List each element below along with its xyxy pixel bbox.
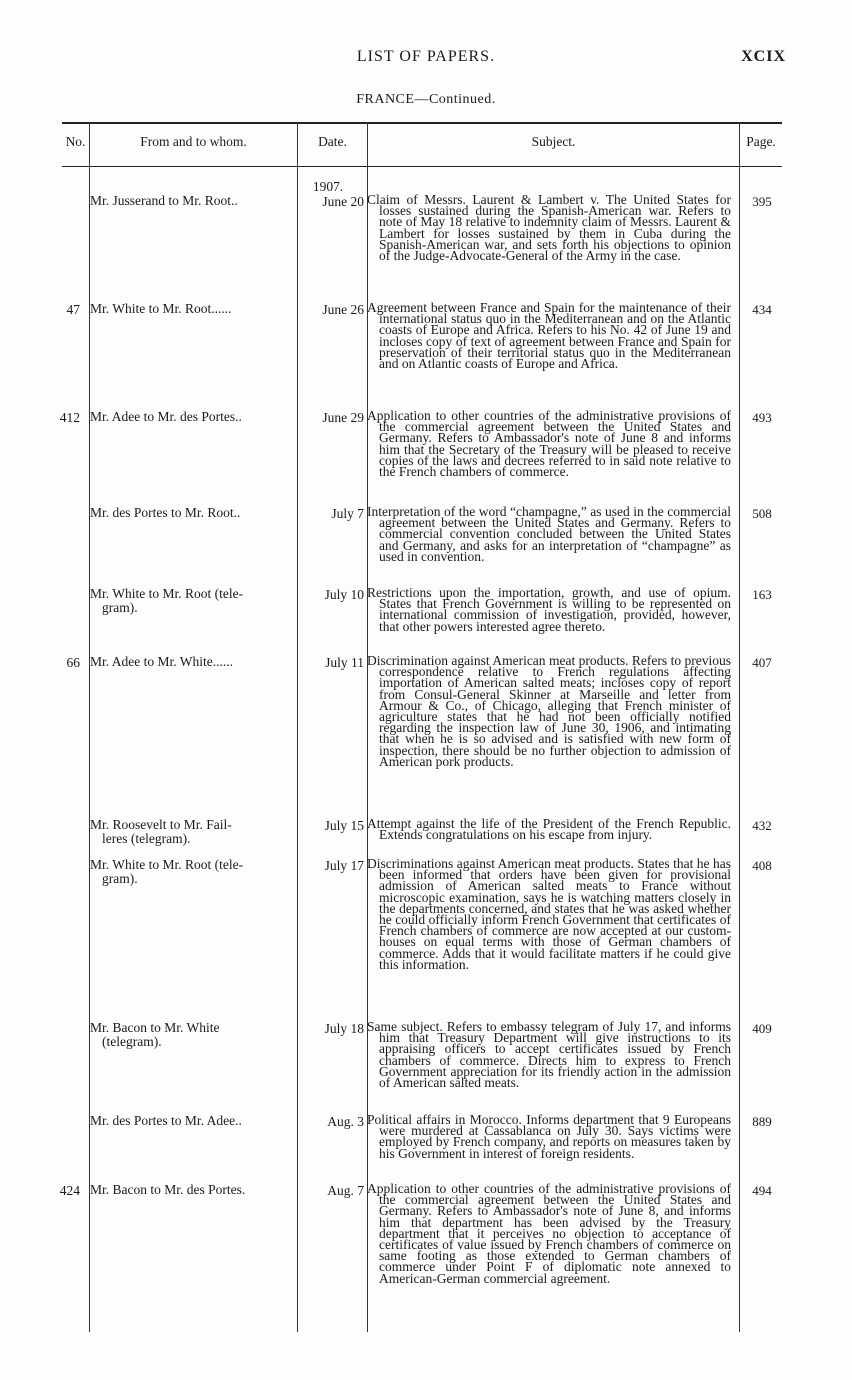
entry-date: Aug. 3 <box>327 1114 364 1129</box>
entry-date: July 15 <box>324 818 364 833</box>
entry-number: 47 <box>66 302 80 317</box>
entry-from <box>90 410 298 424</box>
entry-from <box>90 1114 298 1128</box>
entry-from-cont: (telegram). <box>102 1034 162 1050</box>
column-header-subject: Subject. <box>531 134 576 149</box>
entry-from <box>90 655 298 669</box>
entry-from-line: Mr. Jusserand to Mr. Root.. <box>90 193 238 208</box>
entry-from <box>90 858 298 887</box>
entry-date: July 18 <box>324 1021 364 1036</box>
entry-date: June 20 <box>322 194 364 209</box>
entry-page: 493 <box>752 410 772 425</box>
entry-date: July 17 <box>324 858 364 873</box>
column-header-date: Date. <box>318 134 347 149</box>
entry-number: 412 <box>59 410 80 425</box>
entry-page: 889 <box>752 1114 772 1129</box>
entry-subject: Same subject. Refers to embassy telegram of July 17, and informs him that Treasury Department will give instructions to its appraising officers to accept certificates issued by French chambers of commerce. Directs him to express to French Government appreciation for its friendly action in the admission of American salted meats. <box>367 1019 731 1091</box>
table-header-rule <box>62 166 782 167</box>
entry-subject: Restrictions upon the importation, growth, and use of opium. States that French Government is willing to be represented on international commission of investigation, provided, however, that other powers interested agree thereto. <box>367 585 731 634</box>
column-divider <box>739 122 740 1332</box>
entry-from-line: Mr. des Portes to Mr. Adee.. <box>90 1113 242 1128</box>
entry-from-cont: leres (telegram). <box>102 831 191 847</box>
entry-from-line: Mr. Roosevelt to Mr. Fail- <box>90 817 232 832</box>
entry-from <box>90 194 298 208</box>
entry-from-line: Mr. White to Mr. Root...... <box>90 301 232 316</box>
entry-date: July 10 <box>324 587 364 602</box>
entry-from <box>90 302 298 316</box>
section-title: FRANCE—Continued. <box>356 92 496 107</box>
entry-subject: Attempt against the life of the President of the French Republic. Extends congratulations on his escape from injury. <box>367 816 731 843</box>
entry-subject: Application to other countries of the administrative provisions of the commercial agreement between the United States and Germany. Refers to Ambassador's note of June 8 and informs him that the Secretary of the Treasury will be pleased to receive copies of the laws and decrees referred to in said note relative to the French chambers of commerce. <box>367 408 731 480</box>
column-header-page: Page. <box>746 134 776 149</box>
entry-from-line: Mr. des Portes to Mr. Root.. <box>90 505 241 520</box>
entry-page: 163 <box>752 587 772 602</box>
entry-page: 409 <box>752 1021 772 1036</box>
papers-table <box>59 122 782 1332</box>
entry-from-line: Mr. Bacon to Mr. des Portes. <box>90 1182 246 1197</box>
table-top-rule <box>62 122 782 124</box>
entry-page: 395 <box>752 194 772 209</box>
entry-subject: Discriminations against American meat products. States that he has been informed that orders have been given for provisional admission of American salted meats to France without microscopic examination, says he is watching matters closely in the departments concerned, and states that he was asked whether he could officially inform French Government that certificates of French chambers of commerce are now accepted at our custom-houses on equal terms with those of German chambers of commerce. Adds that it would facilitate matters if he could give this information. <box>367 856 731 972</box>
entry-from-line: Mr. Bacon to Mr. White <box>90 1020 220 1035</box>
entry-page: 432 <box>752 818 772 833</box>
entry-number: 424 <box>59 1183 80 1198</box>
entry-subject: Political affairs in Morocco. Informs department that 9 Europeans were murdered at Cassablanca on July 30. Says victims were employed by French company, and reports on measures taken by his Government in interest of foreign residents. <box>367 1112 731 1161</box>
entry-page: 508 <box>752 506 772 521</box>
column-header-no: No. <box>65 134 86 149</box>
entry-from <box>90 587 298 616</box>
entry-page: 434 <box>752 302 772 317</box>
page-title: LIST OF PAPERS. <box>356 48 496 65</box>
entry-subject: Claim of Messrs. Laurent & Lambert v. The United States for losses sustained during the Spanish-American war. Refers to note of May 18 relative to indemnity claim of Messrs. Laurent & Lambert for losses sustained by them in Cuba during the Spanish-American war, and sets forth his objections to opinion of the Judge-Advocate-General of the Army in the case. <box>367 192 731 264</box>
entry-date: June 26 <box>322 302 364 317</box>
page-number: XCIX <box>741 48 786 65</box>
entry-from-line: Mr. Adee to Mr. White...... <box>90 654 233 669</box>
entry-date: July 11 <box>325 655 364 670</box>
entry-from <box>90 1021 298 1050</box>
entry-date: July 7 <box>331 506 364 521</box>
entry-subject: Agreement between France and Spain for the maintenance of their international status quo in the Mediterranean and on the Atlantic coasts of Europe and Africa. Refers to his No. 42 of June 19 and incloses copy of text of agreement between France and Spain for preservation of their territorial status quo in the Mediterranean and on Atlantic coasts of Europe and Africa. <box>367 300 731 372</box>
entry-from-line: Mr. White to Mr. Root (tele- <box>90 857 244 872</box>
entry-date: Aug. 7 <box>327 1183 364 1198</box>
entry-page: 407 <box>752 655 772 670</box>
entry-page: 408 <box>752 858 772 873</box>
year-label: 1907. <box>312 179 344 194</box>
entry-subject: Discrimination against American meat products. Refers to previous correspondence relative to French regulations affecting importation of American salted meats; incloses copy of report from Consul-General Skinner at Marseille and letter from Armour & Co., of Chicago, alleging that French minister of agriculture states that he had not been officially notified regarding the inspection law of June 30, 1906, and intimating that when he is so advised and is satisfied with new form of inspection, there should be no further objection to admission of American pork products. <box>367 653 731 769</box>
entry-from <box>90 818 298 847</box>
entry-from-cont: gram). <box>102 871 138 887</box>
entry-from <box>90 1183 298 1197</box>
entry-from-line: Mr. Adee to Mr. des Portes.. <box>90 409 242 424</box>
entry-from-line: Mr. White to Mr. Root (tele- <box>90 586 244 601</box>
page-header <box>0 48 852 72</box>
entry-subject: Application to other countries of the administrative provisions of the commercial agreement between the United States and Germany. Refers to Ambassador's note of June 8, and informs him that department has been advised by the Treasury department that it perceives no objection to acceptance of certificates of value issued by French chambers of commerce on same footing as those extended to German chambers of commerce under Point F of diplomatic note annexed to American-German commercial agreement. <box>367 1181 731 1286</box>
column-header-from: From and to whom. <box>140 134 247 149</box>
entry-number: 66 <box>66 655 80 670</box>
entry-from <box>90 506 298 520</box>
entry-date: June 29 <box>322 410 364 425</box>
entry-subject: Interpretation of the word “champagne,” as used in the commercial agreement between the United States and Germany. Refers to commercial convention concluded between the United States and Germany, and asks for an interpretation of “champagne” as used in convention. <box>367 504 731 564</box>
entry-from-cont: gram). <box>102 600 138 616</box>
entry-page: 494 <box>752 1183 772 1198</box>
